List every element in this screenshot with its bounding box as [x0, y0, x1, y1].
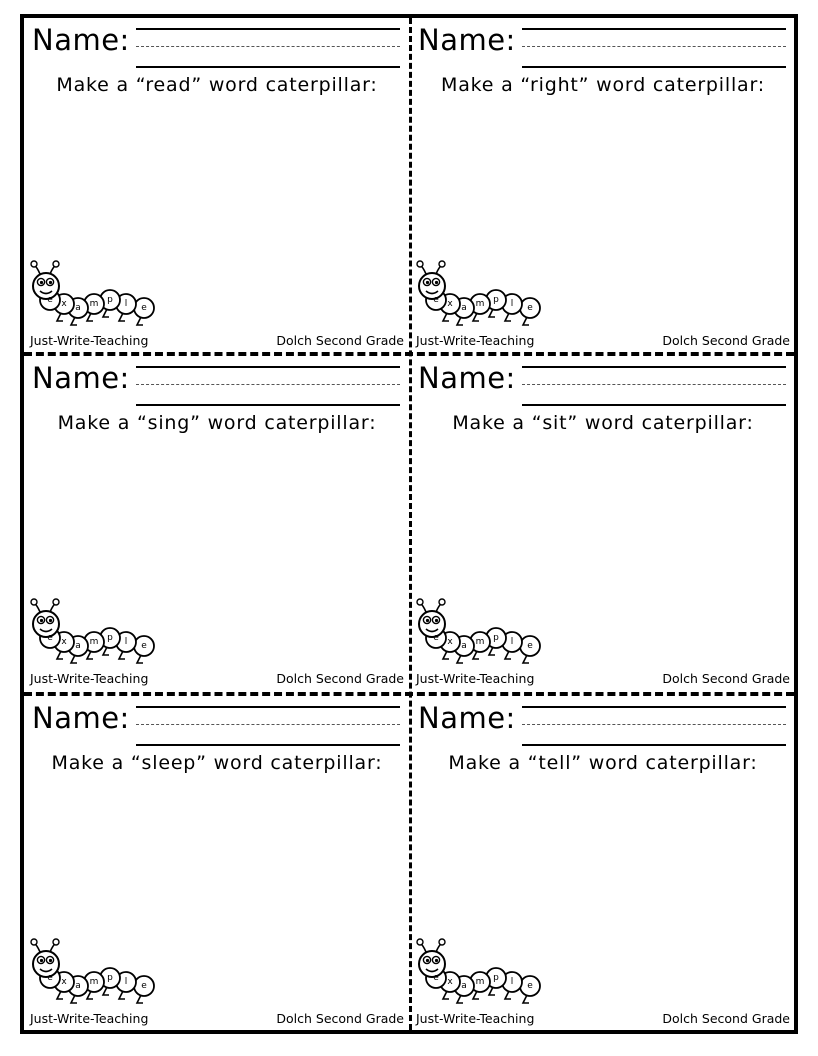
name-line-bottom	[136, 66, 400, 68]
caterpillar-letter: e	[47, 633, 53, 643]
caterpillar-prompt: Make a “right” word caterpillar:	[441, 74, 765, 96]
caterpillar-letter: e	[433, 295, 439, 305]
caterpillar-letter: x	[61, 977, 67, 987]
name-line-guide	[136, 724, 400, 725]
footer-author: Just-Write-Teaching	[416, 671, 535, 686]
worksheet-card	[24, 18, 410, 356]
caterpillar-example-icon	[414, 258, 542, 330]
name-label: Name:	[418, 23, 516, 57]
name-line-guide	[522, 724, 786, 725]
name-line-guide	[136, 46, 400, 47]
name-line-bottom	[136, 744, 400, 746]
caterpillar-letter: e	[527, 981, 533, 991]
footer-grade: Dolch Second Grade	[662, 333, 790, 348]
name-line-guide	[522, 384, 786, 385]
name-label: Name:	[32, 23, 130, 57]
caterpillar-example-icon	[414, 596, 542, 668]
caterpillar-letter: p	[493, 973, 499, 983]
caterpillar-example-icon	[414, 936, 542, 1008]
caterpillar-letter: l	[510, 637, 514, 647]
footer-author: Just-Write-Teaching	[30, 671, 149, 686]
caterpillar-letter: m	[89, 977, 99, 987]
footer-grade: Dolch Second Grade	[662, 671, 790, 686]
name-line-top	[522, 706, 786, 708]
caterpillar-letter: e	[141, 641, 147, 651]
caterpillar-letter: x	[447, 637, 453, 647]
caterpillar-letter: e	[141, 303, 147, 313]
worksheet-card	[24, 356, 410, 694]
footer-author: Just-Write-Teaching	[416, 1011, 535, 1026]
caterpillar-letter: m	[89, 299, 99, 309]
caterpillar-example-icon	[28, 596, 156, 668]
caterpillar-letter: e	[527, 303, 533, 313]
worksheet-card	[24, 696, 410, 1034]
footer-author: Just-Write-Teaching	[30, 1011, 149, 1026]
caterpillar-letter: e	[527, 641, 533, 651]
name-line-bottom	[136, 404, 400, 406]
caterpillar-letter: l	[124, 977, 128, 987]
caterpillar-letter: a	[461, 303, 467, 313]
caterpillar-prompt: Make a “read” word caterpillar:	[56, 74, 378, 96]
caterpillar-prompt: Make a “tell” word caterpillar:	[448, 752, 758, 774]
caterpillar-letter: x	[61, 637, 67, 647]
caterpillar-letter: l	[124, 637, 128, 647]
name-line-top	[136, 366, 400, 368]
caterpillar-letter: m	[475, 299, 485, 309]
caterpillar-letter: e	[433, 973, 439, 983]
caterpillar-letter: p	[107, 295, 113, 305]
name-line-bottom	[522, 404, 786, 406]
name-label: Name:	[32, 361, 130, 395]
caterpillar-prompt: Make a “sing” word caterpillar:	[57, 412, 377, 434]
footer-author: Just-Write-Teaching	[30, 333, 149, 348]
caterpillar-letter: m	[475, 637, 485, 647]
name-label: Name:	[418, 361, 516, 395]
footer-grade: Dolch Second Grade	[276, 1011, 404, 1026]
caterpillar-letter: p	[493, 633, 499, 643]
name-label: Name:	[32, 701, 130, 735]
caterpillar-letter: p	[107, 973, 113, 983]
name-line-top	[136, 706, 400, 708]
name-line-bottom	[522, 744, 786, 746]
footer-grade: Dolch Second Grade	[276, 671, 404, 686]
caterpillar-letter: m	[475, 977, 485, 987]
caterpillar-letter: a	[75, 981, 81, 991]
name-line-top	[136, 28, 400, 30]
caterpillar-letter: x	[447, 299, 453, 309]
name-line-guide	[136, 384, 400, 385]
name-line-bottom	[522, 66, 786, 68]
caterpillar-example-icon	[28, 258, 156, 330]
caterpillar-prompt: Make a “sit” word caterpillar:	[452, 412, 754, 434]
name-line-guide	[522, 46, 786, 47]
caterpillar-letter: a	[75, 641, 81, 651]
caterpillar-letter: a	[461, 641, 467, 651]
caterpillar-letter: l	[510, 977, 514, 987]
name-line-top	[522, 28, 786, 30]
name-label: Name:	[418, 701, 516, 735]
caterpillar-letter: e	[433, 633, 439, 643]
caterpillar-letter: e	[141, 981, 147, 991]
worksheet-card	[410, 18, 796, 356]
caterpillar-letter: x	[61, 299, 67, 309]
caterpillar-letter: p	[493, 295, 499, 305]
caterpillar-letter: e	[47, 295, 53, 305]
caterpillar-letter: a	[461, 981, 467, 991]
footer-grade: Dolch Second Grade	[662, 1011, 790, 1026]
caterpillar-prompt: Make a “sleep” word caterpillar:	[51, 752, 383, 774]
worksheet-card	[410, 356, 796, 694]
caterpillar-letter: p	[107, 633, 113, 643]
caterpillar-letter: a	[75, 303, 81, 313]
name-line-top	[522, 366, 786, 368]
caterpillar-letter: l	[124, 299, 128, 309]
footer-author: Just-Write-Teaching	[416, 333, 535, 348]
caterpillar-letter: e	[47, 973, 53, 983]
caterpillar-example-icon	[28, 936, 156, 1008]
caterpillar-letter: l	[510, 299, 514, 309]
footer-grade: Dolch Second Grade	[276, 333, 404, 348]
caterpillar-letter: x	[447, 977, 453, 987]
caterpillar-letter: m	[89, 637, 99, 647]
worksheet-card	[410, 696, 796, 1034]
